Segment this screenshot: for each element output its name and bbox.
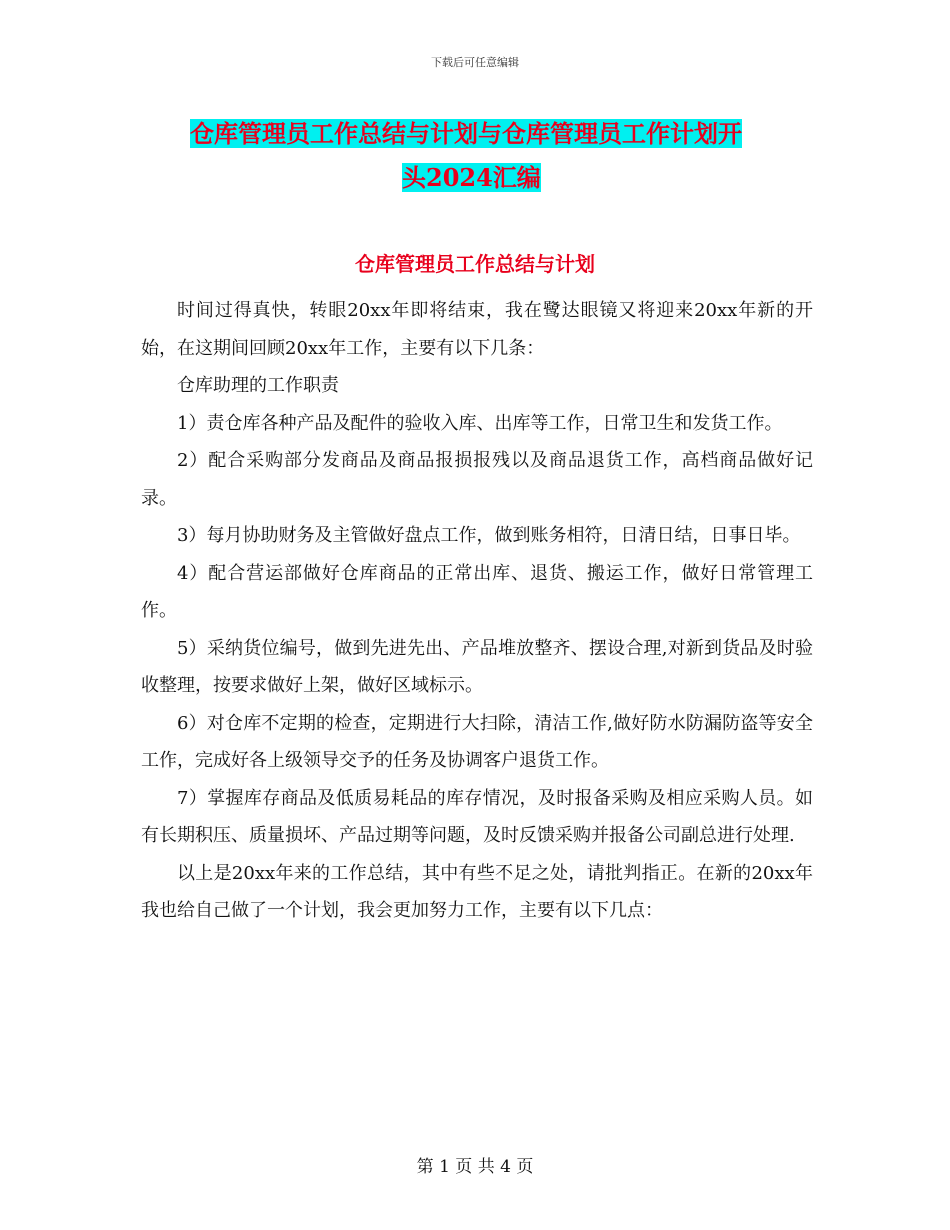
paragraph: 6）对仓库不定期的检查，定期进行大扫除，清洁工作,做好防水防漏防盗等安全工作，完成好各上级领导交予的任务及协调客户退货工作。: [141, 712, 813, 771]
section-title: 仓库管理员工作总结与计划: [355, 252, 595, 276]
paragraph: 4）配合营运部做好仓库商品的正常出库、退货、搬运工作，做好日常管理工作。: [141, 562, 813, 621]
title-line-2: 头2024汇编: [402, 163, 541, 192]
page-footer: 第 1 页 共 4 页: [416, 1157, 534, 1177]
body-text: [141, 292, 813, 930]
header-note: 下载后可任意编辑: [431, 56, 519, 69]
document-title: [190, 112, 810, 200]
paragraph: 7）掌握库存商品及低质易耗品的库存情况，及时报备采购及相应采购人员。如有长期积压、质量损坏、产品过期等问题，及时反馈采购并报备公司副总进行处理.: [141, 787, 813, 846]
paragraph: 时间过得真快，转眼20xx年即将结束，我在鹭达眼镜又将迎来20xx年新的开始，在这期间回顾20xx年工作，主要有以下几条：: [141, 300, 813, 359]
paragraph: 1）责仓库各种产品及配件的验收入库、出库等工作，日常卫生和发货工作。: [177, 412, 783, 434]
paragraph: 3）每月协助财务及主管做好盘点工作，做到账务相符，日清日结，日事日毕。: [177, 525, 801, 546]
paragraph: 仓库助理的工作职责: [177, 375, 339, 396]
paragraph: 5）采纳货位编号，做到先进先出、产品堆放整齐、摆设合理,对新到货品及时验收整理，按要求做好上架，做好区域标示。: [141, 637, 813, 696]
paragraph: 2）配合采购部分发商品及商品报损报残以及商品退货工作，高档商品做好记录。: [141, 450, 813, 509]
title-line-1: 仓库管理员工作总结与计划与仓库管理员工作计划开: [190, 119, 742, 148]
paragraph: 以上是20xx年来的工作总结，其中有些不足之处，请批判指正。在新的20xx年我也给自己做了一个计划，我会更加努力工作，主要有以下几点：: [141, 862, 813, 921]
